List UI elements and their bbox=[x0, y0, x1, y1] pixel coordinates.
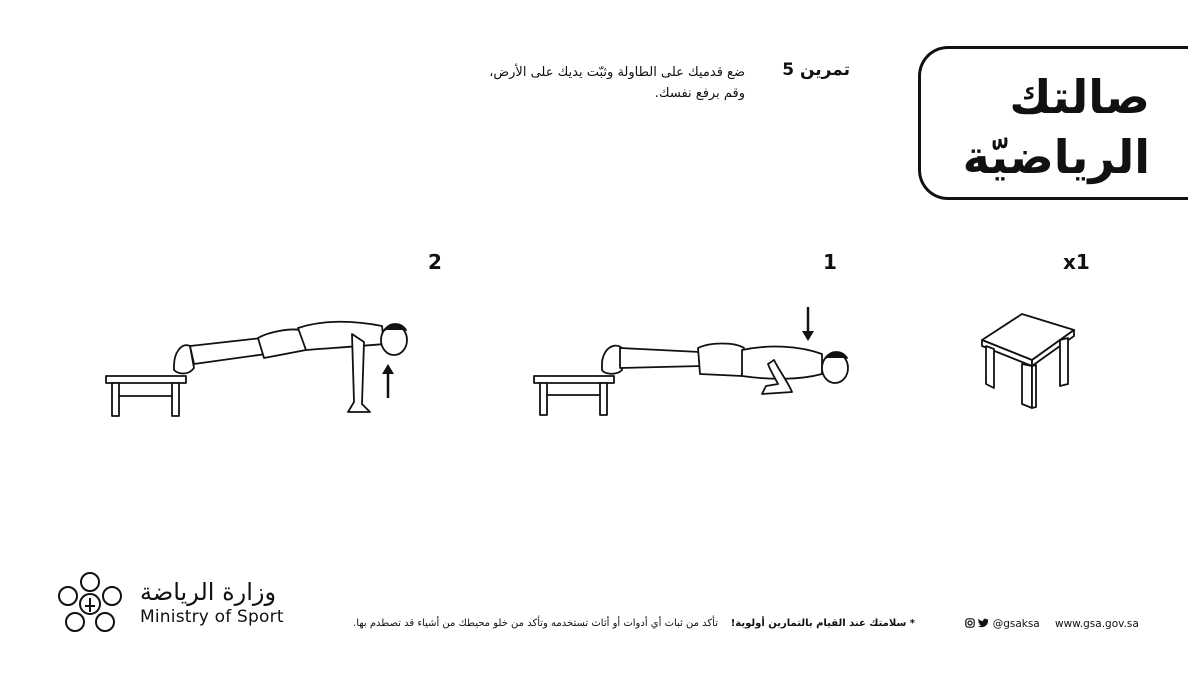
arrow-up-icon bbox=[380, 362, 396, 400]
step-2-number: 2 bbox=[428, 250, 442, 274]
arrow-down-icon bbox=[800, 305, 816, 343]
exercise-label: تمرين 5 bbox=[782, 60, 850, 80]
ministry-name-english: Ministry of Sport bbox=[140, 607, 284, 627]
title-line-2: الرياضيّة bbox=[962, 130, 1150, 184]
step-1-number: 1 bbox=[823, 250, 837, 274]
exercise-instruction bbox=[400, 62, 745, 104]
ministry-name-arabic: وزارة الرياضة bbox=[140, 578, 277, 606]
twitter-icon[interactable] bbox=[978, 618, 989, 628]
table-icon bbox=[970, 310, 1085, 415]
social-links bbox=[965, 618, 1040, 630]
safety-note-prefix: * سلامتك عند القيام بالتمارين أولوية! bbox=[730, 618, 915, 629]
safety-note-text: تأكد من ثبات أي أدوات أو أثاث تستخدمه وتأكد من خلو محيطك من أشياء قد تصطدم بها. bbox=[353, 618, 719, 629]
instagram-icon[interactable] bbox=[965, 618, 975, 628]
instruction-line-1: ضع قدميك على الطاولة وثبّت يديك على الأرض، bbox=[489, 65, 745, 80]
title-line-1: صالتك bbox=[1009, 70, 1150, 124]
incline-pushup-up-figure bbox=[102, 312, 422, 422]
instruction-line-2: وقم برفع نفسك. bbox=[654, 86, 745, 101]
title-box bbox=[918, 46, 1188, 200]
equipment-quantity: x1 bbox=[1063, 250, 1090, 274]
ministry-logo-icon bbox=[55, 570, 125, 638]
social-handle[interactable]: @gsaksa bbox=[992, 618, 1040, 630]
website-link[interactable]: www.gsa.gov.sa bbox=[1055, 618, 1139, 630]
safety-note bbox=[345, 618, 915, 629]
